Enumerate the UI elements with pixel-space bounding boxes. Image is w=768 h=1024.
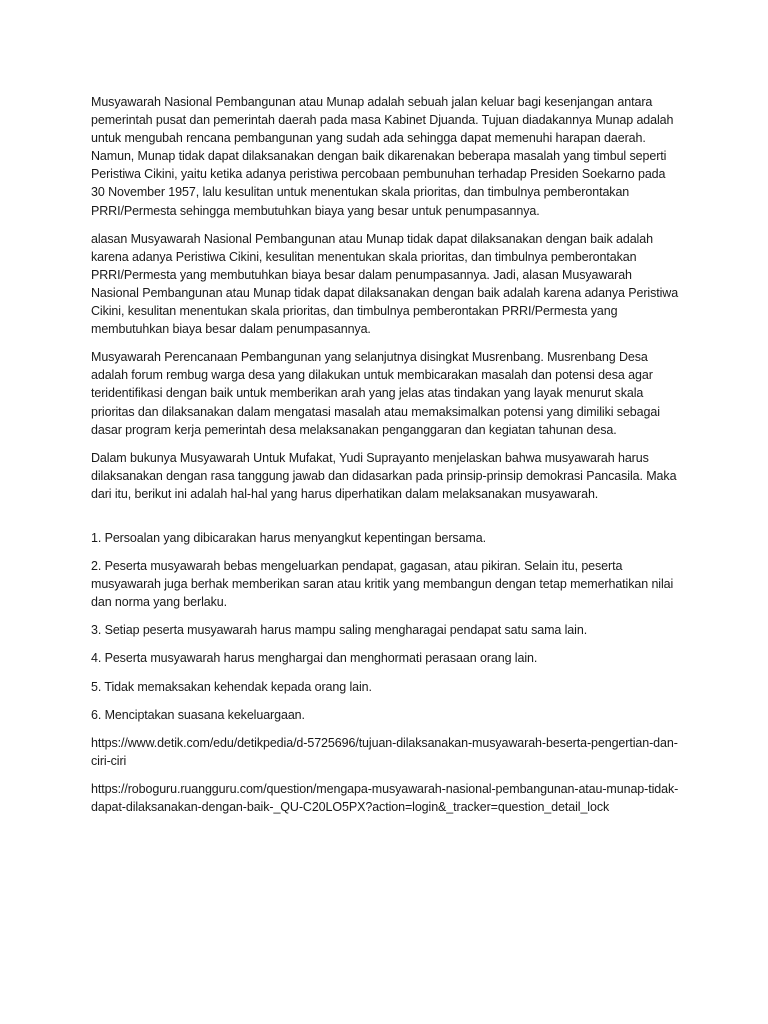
paragraph-musyawarah-principles: Dalam bukunya Musyawarah Untuk Mufakat, Yudi Suprayanto menjelaskan bahwa musyawarah harus dilaksanakan dengan rasa tanggung jawab dan didasarkan pada prinsip-prinsip demokrasi Pancasila. Maka dari itu, berikut ini adalah hal-hal yang harus diperhatikan dalam melaksanakan musyawarah. <box>91 450 677 501</box>
source-link-roboguru[interactable]: https://roboguru.ruangguru.com/question/mengapa-musyawarah-nasional-pembangunan-atau-munap-tidak-dapat-dilaksanakan-dengan-baik-_QU-C20LO5PX?action=login&_tracker=question_detail_lock <box>91 781 679 814</box>
list-item: 6. Menciptakan suasana kekeluargaan. <box>91 707 305 722</box>
list-item: 3. Setiap peserta musyawarah harus mampu saling mengharagai pendapat satu sama lain. <box>91 623 588 638</box>
list-item: 5. Tidak memaksakan kehendak kepada orang lain. <box>91 679 372 694</box>
list-item: 4. Peserta musyawarah harus menghargai dan menghormati perasaan orang lain. <box>91 651 538 666</box>
paragraph-munap-intro: Musyawarah Nasional Pembangunan atau Munap adalah sebuah jalan keluar bagi kesenjangan antara pemerintah pusat dan pemerintah daerah pada masa Kabinet Djuanda. Tujuan diadakannya Munap adalah untuk mengubah rencana pembangunan yang sudah ada sehingga dapat memenuhi harapan daerah. Namun, Munap tidak dapat dilaksanakan dengan baik dikarenakan beberapa masalah yang timbul seperti Peristiwa Cikini, yaitu ketika adanya peristiwa percobaan pembunuhan terhadap Presiden Soekarno pada 30 November 1957, lalu kesulitan untuk menentukan skala prioritas, dan timbulnya pemberontakan PRRI/Permesta sehingga membutuhkan biaya yang besar untuk penumpasannya. <box>91 95 674 218</box>
list-item: 2. Peserta musyawarah bebas mengeluarkan pendapat, gagasan, atau pikiran. Selain itu, peserta musyawarah juga berhak memberikan saran atau kritik yang membangun dengan tetap memerhatikan nilai dan norma yang berlaku. <box>91 559 674 610</box>
document-page <box>91 93 681 826</box>
paragraph-munap-reason: alasan Musyawarah Nasional Pembangunan atau Munap tidak dapat dilaksanakan dengan baik adalah karena adanya Peristiwa Cikini, kesulitan menentukan skala prioritas, dan timbulnya pemberontakan PRRI/Permesta yang membutuhkan biaya besar dalam penumpasannya. Jadi, alasan Musyawarah Nasional Pembangunan atau Munap tidak dapat dilaksanakan dengan baik adalah karena adanya Peristiwa Cikini, kesulitan menentukan skala prioritas, dan timbulnya pemberontakan PRRI/Permesta yang membutuhkan biaya besar dalam penumpasannya. <box>91 231 679 337</box>
paragraph-musrenbang: Musyawarah Perencanaan Pembangunan yang selanjutnya disingkat Musrenbang. Musrenbang Desa adalah forum rembug warga desa yang dilakukan untuk membicarakan masalah dan potensi desa agar teridentifikasi dengan baik untuk memberikan arah yang jelas atas tindakan yang layak menurut skala prioritas dan dilaksanakan dalam mengatasi masalah atau memaksimalkan potensi yang dimiliki sebagai dasar program kerja pemerintah desa melaksanakan penganggaran dan kegiatan tahunan desa. <box>91 350 660 437</box>
source-link-detik[interactable]: https://www.detik.com/edu/detikpedia/d-5725696/tujuan-dilaksanakan-musyawarah-beserta-pengertian-dan-ciri-ciri <box>91 735 678 768</box>
blank-line <box>91 513 681 529</box>
list-item: 1. Persoalan yang dibicarakan harus menyangkut kepentingan bersama. <box>91 530 486 545</box>
